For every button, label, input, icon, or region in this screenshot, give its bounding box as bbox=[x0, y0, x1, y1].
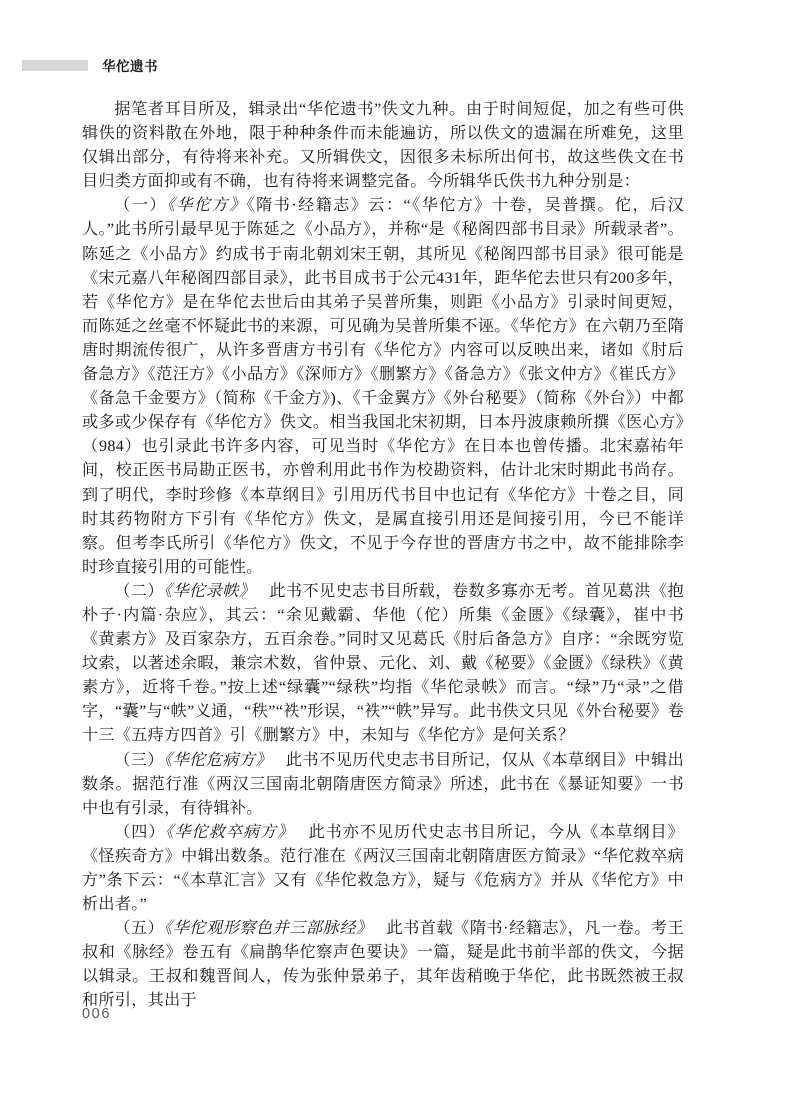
running-head bbox=[22, 56, 158, 74]
paragraph-entry-3 bbox=[82, 749, 684, 821]
paragraph-intro: 据笔者耳目所及，辑录出“华佗遗书”佚文九种。由于时间短促，加之有些可供辑佚的资料散在外地，限于种种条件而未能遍访，所以佚文的遗漏在所难免，这里仅辑出部分，有待将来补充。又所辑佚文，因很多未标所出何书，故这些佚文在书目归类方面抑或有不确，也有待将来调整完备。今所辑华氏佚书九种分别是： bbox=[82, 101, 684, 191]
entry-label-4: （四） bbox=[114, 823, 166, 841]
entry-title-4: 《华佗救卒病方》 bbox=[165, 823, 295, 841]
paragraph-entry-5 bbox=[82, 917, 684, 1013]
entry-body-3: 此书不见历代史志书目所记，仅从《本草纲目》中辑出数条。据范行准《两汉三国南北朝隋唐医方简录》所述，此书在《暴证知要》一书中也有引录，有待辑补。 bbox=[82, 751, 684, 817]
entry-title-2: 《华佗录帙》 bbox=[163, 582, 256, 600]
entry-body-1: 《隋书·经籍志》云：“《华佗方》十卷，吴普撰。佗，后汉人。”此书所引最早见于陈延之《小品方》，并称“是《秘阁四部书目录》所载录者”。陈延之《小品方》约成书于南北朝刘宋王朝，其所见《秘阁四部书目录》很可能是《宋元嘉八年秘阁四部目录》，此书目成书于公元431年，距华佗去世只有200多年，若《华佗方》是在华佗去世后由其弟子吴普所集，则距《小品方》引录时间更短，而陈延之丝毫不怀疑此书的来源，可见确为吴普所集不诬。《华佗方》在六朝乃至隋唐时期流传很广，从许多晋唐方书引有《华佗方》内容可以反映出来，诸如《肘后备急方》《范汪方》《小品方》《深师方》《删繁方》《备急方》《张文仲方》《崔氏方》《备急千金要方》（简称《千金方》)、《千金翼方》《外台秘要》（简称《外台》）中都或多或少保存有《华佗方》佚文。相当我国北宋初期，日本丹波康赖所撰《医心方》（984）也引录此书许多内容，可见当时《华佗方》在日本也曾传播。北宋嘉祐年间，校正医书局勘正医书，亦曾利用此书作为校勘资料，估计北宋时期此书尚存。到了明代，李时珍修《本草纲目》引用历代书目中也记有《华佗方》十卷之目，同时其药物附方下引有《华佗方》佚文，是属直接引用还是间接引用，今已不能详察。但考李氏所引《华佗方》佚文，不见于今存世的晋唐方书之中，故不能排除李时珍直接引用的可能性。 bbox=[82, 197, 684, 576]
entry-title-1: 《华佗方》 bbox=[166, 197, 247, 215]
entry-body-2: 此书不见史志书目所载，卷数多寡亦无考。首见葛洪《抱朴子·内篇·杂应》，其云：“余见戴霸、华他（佗）所集《金匮》《绿囊》，崔中书《黄素方》及百家杂方，五百余卷。”同时又见葛氏《肘后备急方》自序：“余既穷览坟索，以著述余暇，兼宗术数，省仲景、元化、刘、戴《秘要》《金匮》《绿秩》《黄素方》，近将千卷。”按上述“绿囊”“绿秩”均指《华佗录帙》而言。“绿”乃“录”之借字，“囊”与“帙”义通，“秩”“袟”形误，“袟”“帙”异写。此书佚文只见《外台秘要》卷十三《五痔方四首》引《删繁方》中，未知与《华佗方》是何关系？ bbox=[82, 582, 684, 745]
running-head-title: 华佗遗书 bbox=[102, 59, 158, 74]
entry-title-3: 《华佗危病方》 bbox=[163, 751, 273, 769]
entry-label-2: （二） bbox=[114, 582, 164, 600]
paragraph-entry-1 bbox=[82, 194, 684, 580]
entry-title-5: 《华佗观形察色并三部脉经》 bbox=[164, 920, 373, 938]
entry-label-3: （三） bbox=[114, 751, 164, 769]
entry-body-5: 此书首载《隋书·经籍志》，凡一卷。考王叔和《脉经》卷五有《扁鹊华佗察声色要诀》一篇，疑是此书前半部的佚文，今据以辑录。王叔和魏晋间人，传为张仲景弟子，其年齿稍晚于华佗，此书既然被王叔和所引，其出于 bbox=[82, 920, 684, 1010]
paragraph-entry-2 bbox=[82, 580, 684, 749]
body-text-block bbox=[82, 98, 684, 1014]
entry-body-4: 此书亦不见历代史志书目所记，今从《本草纲目》《怪疾奇方》中辑出数条。范行准在《两汉三国南北朝隋唐医方简录》“华佗救卒病方”条下云：“《本草汇言》又有《华佗救急方》，疑与《危病方》并从《华佗方》中析出者。” bbox=[82, 823, 685, 914]
paragraph-entry-4 bbox=[82, 821, 684, 917]
page-number: 006 bbox=[82, 1006, 111, 1022]
entry-label-5: （五） bbox=[114, 920, 165, 938]
entry-label-1: （一） bbox=[114, 197, 167, 215]
running-head-rule bbox=[22, 60, 88, 71]
